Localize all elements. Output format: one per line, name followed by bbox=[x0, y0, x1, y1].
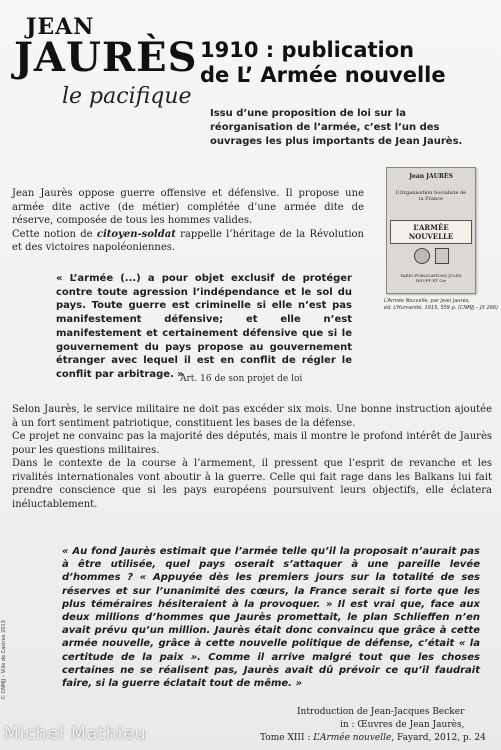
quote-2-source-title: L’Armée nouvelle bbox=[313, 733, 392, 743]
quote-1-source: Art. 16 de son projet de loi bbox=[180, 374, 303, 384]
book-caption-line1: L’Armée Nouvelle, par Jean Jaurès, bbox=[384, 298, 470, 304]
copyright-credit: © CNMJJ – Ville de Castres 2013 bbox=[1, 620, 7, 700]
book-emblem-icon bbox=[435, 248, 449, 264]
paragraph-2-sentence: Dans le contexte de la course à l’armement, il pressent que l’esprit de revanche et les rivalités internationales vont aboutir à la guerre. Celle qui fait rage dans les Balkans lui fait prendre conscience que si les pays européens poursuivent leurs objectifs, elle éclatera inéluctablement. bbox=[12, 458, 492, 510]
book-title: L’ARMÉE NOUVELLE bbox=[390, 220, 472, 244]
quote-2-source-prefix: Tome XIII : bbox=[260, 733, 314, 743]
book-subtitle: L’Organisation Socialiste de la France bbox=[395, 190, 467, 202]
quote-2: « Au fond Jaurès estimait que l’armée telle qu’il la proposait n’aurait pas à être utilisée, quel pays oserait s’attaquer à une pareille levée d’hommes ? « Appuyée dès les premiers jours sur la totalité de ses réserves et sur l’unanimité des cœurs, la France serait si forte que les plus téméraires hésiteraient à la provoquer. » Il est vrai que, face aux deux millions d’hommes que Jaurès promettait, le plan Schlieffen n’en avait prévu qu’un million. Jaurès était donc convaincu que grâce à cette armée nouvelle, grâce à cette nouvelle politique de défense, c’était « la certitude de la paix ». Comme il arrive malgré tout que les choses certaines ne se réalisent pas, Jaurès avait dû prévoir ce qu’il faudrait faire, si la guerre éclatait tout de même. » bbox=[62, 546, 480, 690]
book-emblem-icon bbox=[414, 248, 430, 264]
book-publisher: PARIS PUBLICATIONS JULES ROUFF ET Cie bbox=[400, 273, 462, 283]
paragraph-1 bbox=[12, 187, 364, 255]
paragraph-2-sentence: Selon Jaurès, le service militaire ne doit pas excéder six mois. Une bonne instruction ajoutée à un fort sentiment patriotique, constituent les bases de la défense. bbox=[12, 404, 492, 429]
quote-2-source-line3 bbox=[260, 733, 486, 743]
book-cover-image bbox=[386, 167, 476, 294]
book-caption-line2: éd. L’Humanité, 1915, 559 p. (CNMJJ – JX 266) bbox=[384, 305, 499, 311]
paragraph-2-sentence: Ce projet ne convainc pas la majorité des députés, mais il montre le profond intérêt de Jaurès pour les questions militaires. bbox=[12, 431, 492, 456]
title-line2: de L’ Armée nouvelle bbox=[200, 63, 446, 87]
logo-jaures: JAURÈS bbox=[14, 34, 198, 81]
citoyen-soldat-emphasis: citoyen-soldat bbox=[96, 228, 176, 240]
quote-1: « L’armée (...) a pour objet exclusif de protéger contre toute agression l’indépendance et le sol du pays. Toute guerre est criminelle si elle n’est pas manifestement défensive; et elle n’est manifestement et certainement défensive que si le gouvernement du pays propose au gouvernement étranger avec lequel il est en conflit de régler le conflit par arbitrage. » bbox=[56, 273, 352, 380]
paragraph-1-part2-after: rappelle l’héritage de la Révolution et des victoires napoléoniennes. bbox=[12, 228, 364, 253]
paragraph-1-part2-before: Cette notion de bbox=[12, 228, 97, 240]
quote-2-source-line2: in : Œuvres de Jean Jaurès, bbox=[340, 720, 465, 730]
logo-tagline: le pacifique bbox=[62, 84, 192, 109]
paragraph-1-part1: Jean Jaurès oppose guerre offensive et défensive. Il propose une armée dite active (de métier) complétée d’une armée dite de réserve, composée de tous les hommes valides. bbox=[12, 188, 364, 226]
book-author: Jean JAURÈS bbox=[409, 173, 453, 180]
quote-2-source-line1: Introduction de Jean-Jacques Becker bbox=[297, 707, 465, 717]
quote-2-source-suffix: , Fayard, 2012, p. 24 bbox=[391, 733, 486, 743]
intro-text: Issu d’une proposition de loi sur la réorganisation de l’armée, c’est l’un des ouvrages les plus importants de Jean Jaurès. bbox=[210, 108, 463, 147]
paragraph-2 bbox=[12, 403, 492, 511]
title-line1: 1910 : publication bbox=[200, 38, 415, 62]
photographer-watermark: Michel Mathieu bbox=[4, 724, 147, 744]
logo-jean: JEAN bbox=[26, 14, 95, 40]
